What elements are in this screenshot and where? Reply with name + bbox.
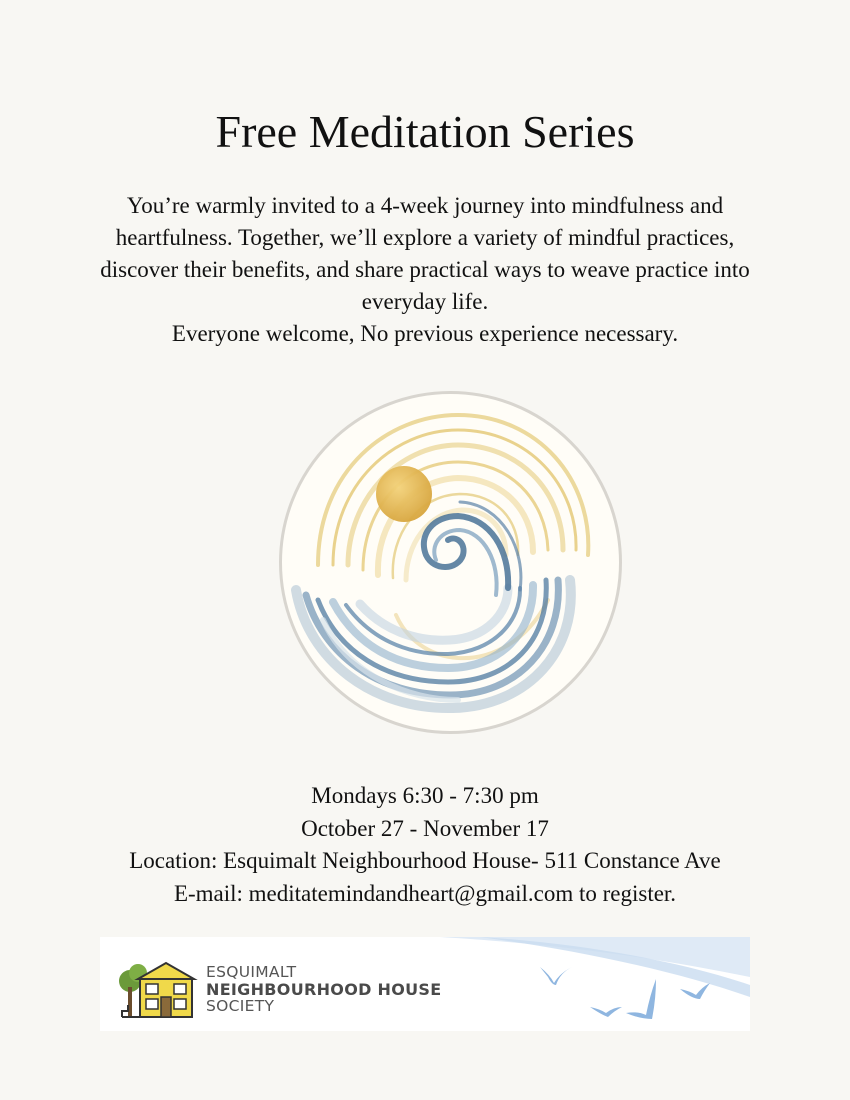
- welcome-line: Everyone welcome, No previous experience necessary.: [171, 321, 679, 346]
- location-text: Location: Esquimalt Neighbourhood House- 511 Constance Ave: [129, 848, 721, 873]
- footer-banner: [100, 937, 750, 1031]
- dates-text: October 27 - November 17: [301, 815, 549, 841]
- house-with-tree-logo-icon: [118, 959, 204, 1023]
- intro-text: [90, 190, 760, 350]
- org-line-2: NEIGHBOURHOOD HOUSE: [206, 980, 442, 999]
- organization-name: [206, 964, 442, 1015]
- intro-paragraph: You’re warmly invited to a 4-week journey into mindfulness and heartfulness. Together, we’ll explore a variety of mindful practices, discover their benefits, and share practical ways to weave practice into everyday life.: [100, 193, 750, 314]
- org-line-3: SOCIETY: [206, 997, 275, 1015]
- schedule-text: Mondays 6:30 - 7:30 pm: [311, 783, 539, 808]
- sun-and-wave-spiral-icon: [278, 390, 623, 735]
- flying-birds-icon: [530, 961, 730, 1025]
- contact-text: E-mail: meditatemindandheart@gmail.com to register.: [173, 880, 677, 906]
- org-line-1: ESQUIMALT: [206, 963, 297, 981]
- page-title: Free Meditation Series: [215, 106, 635, 157]
- event-details: [0, 780, 850, 910]
